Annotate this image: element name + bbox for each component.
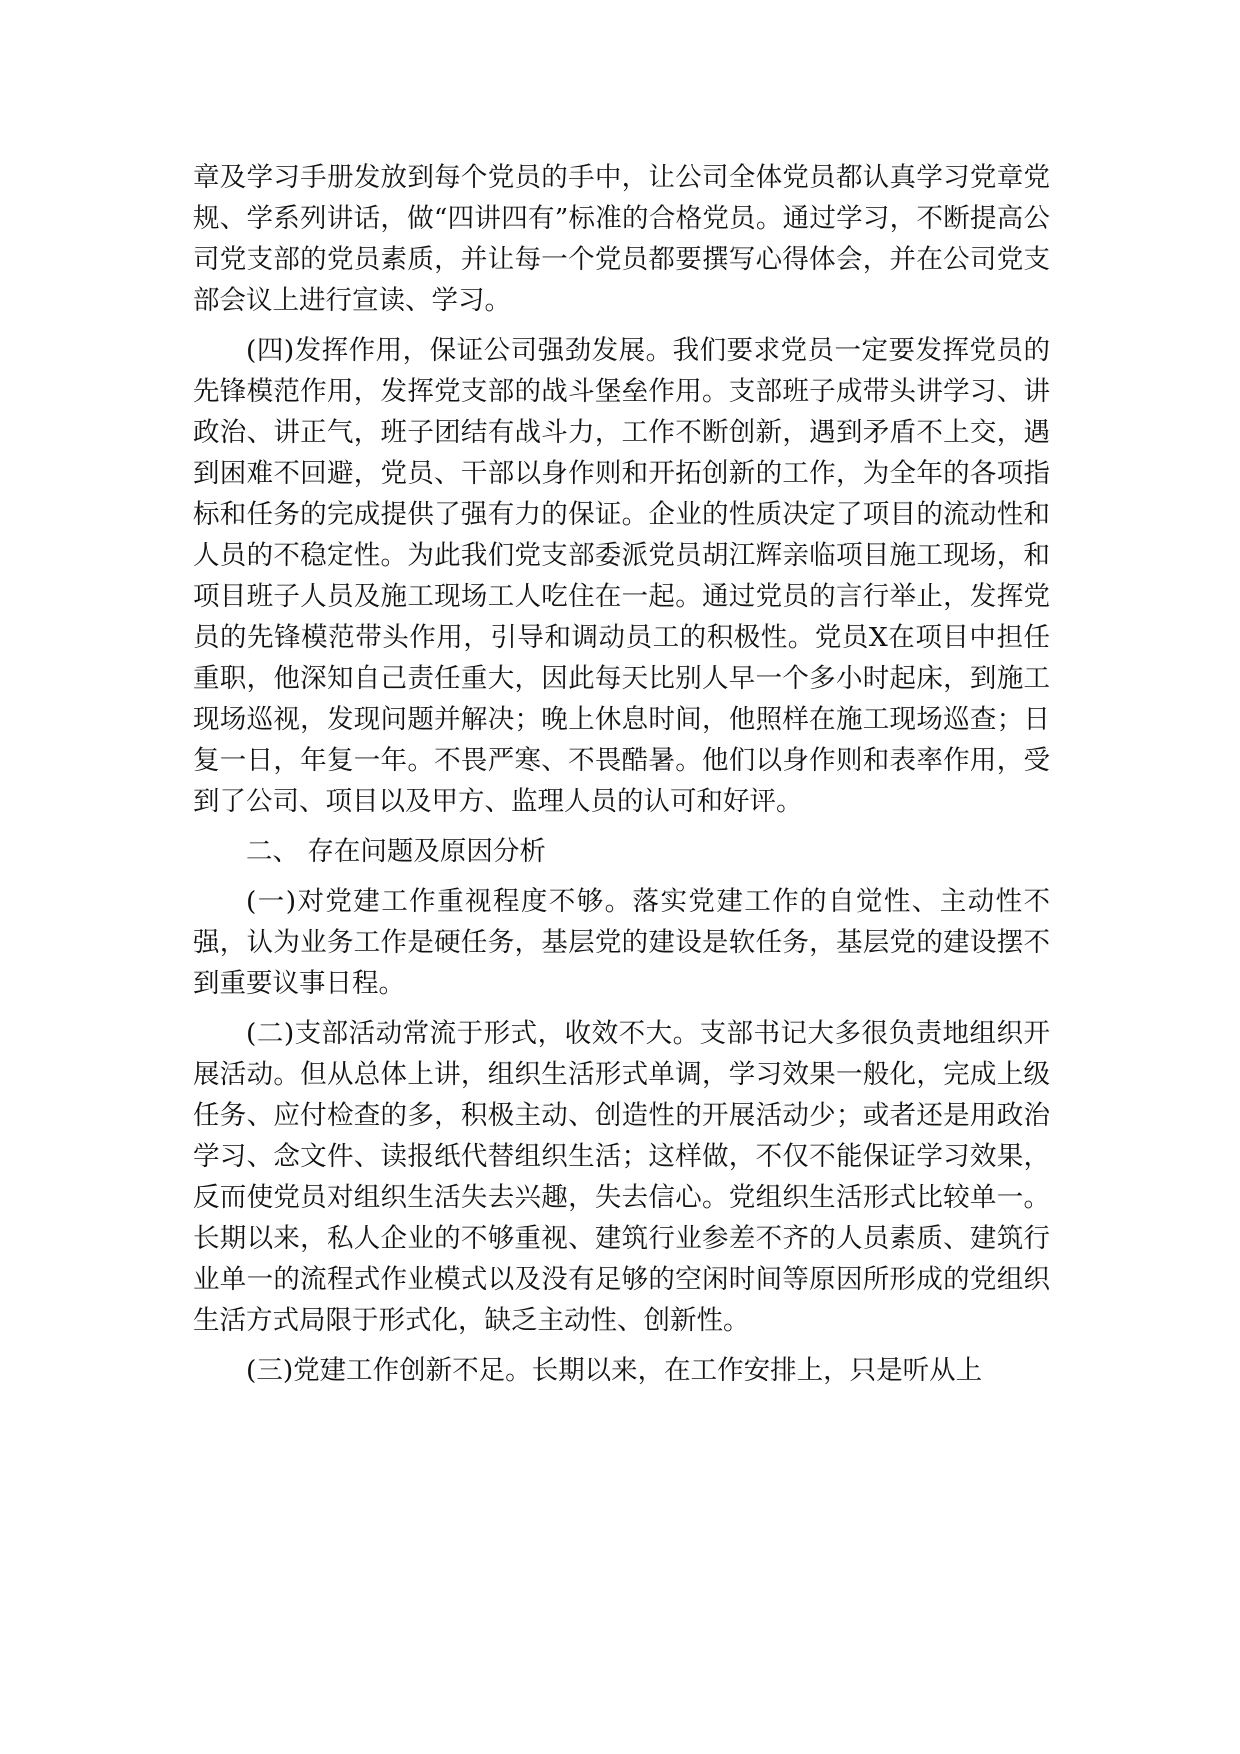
document-body: [193, 157, 1050, 1400]
section-heading-problems: 二、 存在问题及原因分析: [246, 836, 546, 867]
paragraph-continuation: 章及学习手册发放到每个党员的手中，让公司全体党员都认真学习党章党规、学系列讲话，做“四讲四有”标准的合格党员。通过学习，不断提高公司党支部的党员素质，并让每一个党员都要撰写心得体会，并在公司党支部会议上进行宣读、学习。: [193, 162, 1050, 316]
paragraph-problem-2: (二)支部活动常流于形式，收效不大。支部书记大多很负责地组织开展活动。但从总体上讲，组织生活形式单调，学习效果一般化，完成上级任务、应付检查的多，积极主动、创造性的开展活动少；或者还是用政治学习、念文件、读报纸代替组织生活；这样做，不仅不能保证学习效果，反而使党员对组织生活失去兴趣，失去信心。党组织生活形式比较单一。长期以来，私人企业的不够重视、建筑行业参差不齐的人员素质、建筑行业单一的流程式作业模式以及没有足够的空闲时间等原因所形成的党组织生活方式局限于形式化，缺乏主动性、创新性。: [193, 1018, 1050, 1336]
paragraph-section-4: (四)发挥作用，保证公司强劲发展。我们要求党员一定要发挥党员的先锋模范作用，发挥党支部的战斗堡垒作用。支部班子成带头讲学习、讲政治、讲正气，班子团结有战斗力，工作不断创新，遇到矛盾不上交，遇到困难不回避，党员、干部以身作则和开拓创新的工作，为全年的各项指标和任务的完成提供了强有力的保证。企业的性质决定了项目的流动性和人员的不稳定性。为此我们党支部委派党员胡江辉亲临项目施工现场，和项目班子人员及施工现场工人吃住在一起。通过党员的言行举止，发挥党员的先锋模范带头作用，引导和调动员工的积极性。党员X在项目中担任重职，他深知自己责任重大，因此每天比别人早一个多小时起床，到施工现场巡视，发现问题并解决；晚上休息时间，他照样在施工现场巡查；日复一日，年复一年。不畏严寒、不畏酷暑。他们以身作则和表率作用，受到了公司、项目以及甲方、监理人员的认可和好评。: [193, 335, 1050, 817]
paragraph-problem-3: (三)党建工作创新不足。长期以来，在工作安排上，只是听从上: [246, 1355, 983, 1386]
paragraph-problem-1: (一)对党建工作重视程度不够。落实党建工作的自觉性、主动性不强，认为业务工作是硬任务，基层党的建设是软任务，基层党的建设摆不到重要议事日程。: [193, 886, 1050, 999]
